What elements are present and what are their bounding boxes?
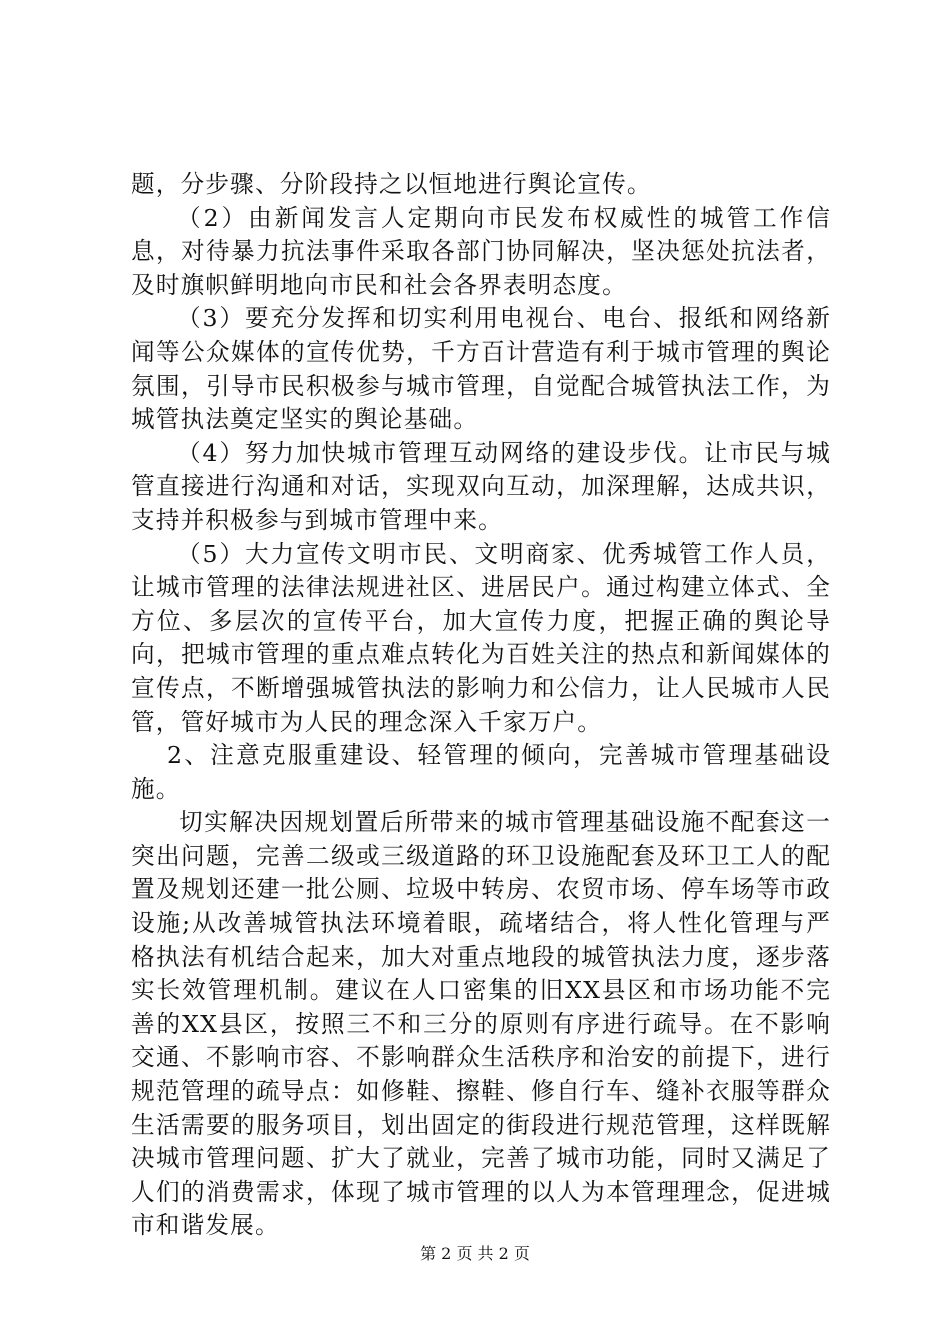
paragraph-continuation: 题，分步骤、分阶段持之以恒地进行舆论宣传。 bbox=[131, 170, 652, 198]
page-number: 第 2 页 共 2 页 bbox=[420, 1244, 530, 1263]
document-body bbox=[131, 168, 831, 1243]
paragraph-body: 切实解决因规划置后所带来的城市管理基础设施不配套这一突出问题，完善二级或三级道路的环卫设施配套及环卫工人的配置及规划还建一批公厕、垃圾中转房、农贸市场、停车场等市政设施;从改善城管执法环境着眼，疏堵结合，将人性化管理与严格执法有机结合起来，加大对重点地段的城管执法力度，逐步落实长效管理机制。建议在人口密集的旧XX县区和市场功能不完善的XX县区，按照三不和三分的原则有序进行疏导。在不影响交通、不影响市容、不影响群众生活秩序和治安的前提下，进行规范管理的疏导点：如修鞋、擦鞋、修自行车、缝补衣服等群众生活需要的服务项目，划出固定的街段进行规范管理，这样既解决城市管理问题、扩大了就业，完善了城市功能，同时又满足了人们的消费需求，体现了城市管理的以人为本管理理念，促进城市和谐发展。 bbox=[131, 808, 831, 1240]
page-footer bbox=[0, 1244, 950, 1264]
paragraph-item-4: （4）努力加快城市管理互动网络的建设步伐。让市民与城管直接进行沟通和对话，实现双向互动，加深理解，达成共识，支持并积极参与到城市管理中来。 bbox=[131, 438, 831, 534]
section-heading-2: 2、注意克服重建设、轻管理的倾向，完善城市管理基础设施。 bbox=[131, 741, 831, 803]
paragraph-item-5: （5）大力宣传文明市民、文明商家、优秀城管工作人员，让城市管理的法律法规进社区、进居民户。通过构建立体式、全方位、多层次的宣传平台，加大宣传力度，把握正确的舆论导向，把城市管理的重点难点转化为百姓关注的热点和新闻媒体的宣传点，不断增强城管执法的影响力和公信力，让人民城市人民管，管好城市为人民的理念深入千家万户。 bbox=[131, 539, 831, 736]
paragraph-item-2: （2）由新闻发言人定期向市民发布权威性的城管工作信息，对待暴力抗法事件采取各部门协同解决，坚决惩处抗法者，及时旗帜鲜明地向市民和社会各界表明态度。 bbox=[131, 203, 831, 299]
paragraph-item-3: （3）要充分发挥和切实利用电视台、电台、报纸和网络新闻等公众媒体的宣传优势，千方百计营造有利于城市管理的舆论氛围，引导市民积极参与城市管理，自觉配合城管执法工作，为城管执法奠定坚实的舆论基础。 bbox=[131, 304, 831, 434]
